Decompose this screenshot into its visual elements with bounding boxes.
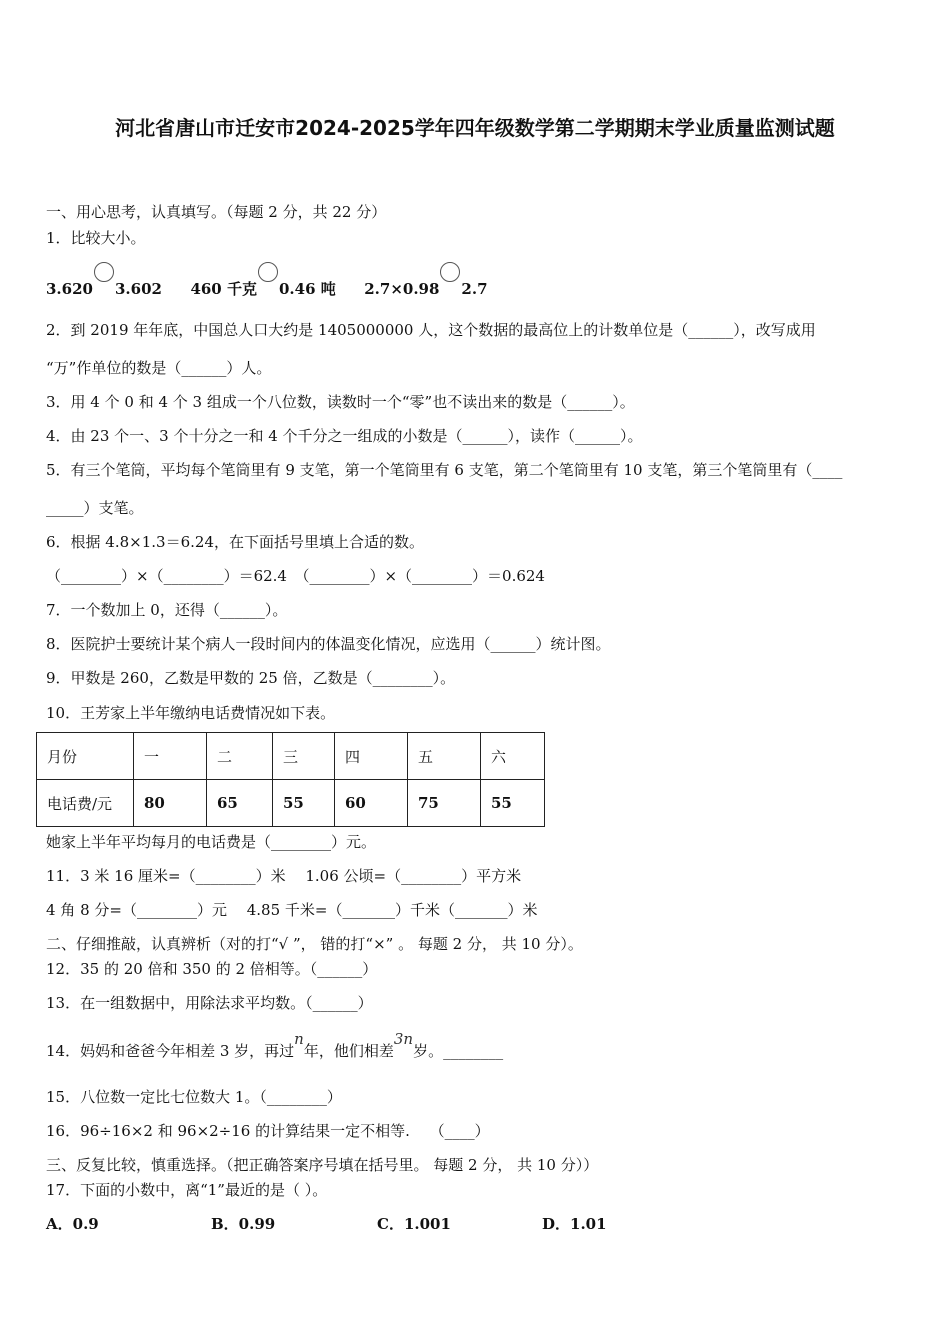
- question-14-text-c: 岁。________: [413, 1042, 504, 1060]
- page-title: 河北省唐山市迁安市2024-2025学年四年级数学第二学期期末学业质量监测试题: [115, 116, 835, 140]
- question-3: 3．用 4 个 0 和 4 个 3 组成一个八位数，读数时一个“零”也不读出来的数是（______）。: [46, 393, 635, 411]
- compare-circle-c[interactable]: [440, 262, 460, 282]
- table-cell: 月份: [37, 733, 134, 780]
- question-14: [46, 1030, 504, 1061]
- question-1-comparisons: [46, 274, 488, 299]
- option-b[interactable]: B．0.99: [211, 1215, 276, 1233]
- question-14-text-a: 14．妈妈和爸爸今年相差 3 岁，再过: [46, 1042, 295, 1060]
- question-16: 16．96÷16×2 和 96×2÷16 的计算结果一定不相等. （____）: [46, 1122, 490, 1140]
- question-11-line2: 4 角 8 分=（________）元 4.85 千米=（_______）千米（_______）米: [46, 901, 538, 919]
- question-13: 13．在一组数据中，用除法求平均数。（______）: [46, 994, 373, 1012]
- option-a[interactable]: A．0.9: [46, 1215, 99, 1233]
- question-6-line1: 6．根据 4.8×1.3＝6.24，在下面括号里填上合适的数。: [46, 533, 424, 551]
- question-5-line1: 5．有三个笔筒，平均每个笔筒里有 9 支笔，第一个笔筒里有 6 支笔，第二个笔筒里有 10 支笔，第三个笔筒里有（____: [46, 461, 843, 479]
- compare-c-left: 2.7×0.98: [364, 280, 440, 298]
- compare-circle-b[interactable]: [258, 262, 278, 282]
- section2-heading: 二、仔细推敲，认真辨析（对的打“√ ”， 错的打“×” 。 每题 2 分， 共 10 分）。: [46, 935, 583, 953]
- compare-circle-a[interactable]: [94, 262, 114, 282]
- table-cell: 电话费/元: [37, 780, 134, 827]
- table-cell: 一: [134, 733, 207, 780]
- table-cell: 六: [481, 733, 545, 780]
- question-10-followup: 她家上半年平均每月的电话费是（________）元。: [46, 833, 377, 851]
- question-6-line2: （________）×（________）＝62.4 （________）×（________）＝0.624: [46, 567, 545, 585]
- table-cell: 三: [273, 733, 335, 780]
- math-n: n: [294, 1030, 304, 1048]
- question-1: 1．比较大小。: [46, 229, 146, 247]
- question-8: 8．医院护士要统计某个病人一段时间内的体温变化情况，应选用（______）统计图。: [46, 635, 611, 653]
- question-10: 10．王芳家上半年缴纳电话费情况如下表。: [46, 704, 336, 722]
- question-15: 15．八位数一定比七位数大 1。（________）: [46, 1088, 342, 1106]
- table-row: [37, 780, 545, 827]
- question-2-line1: 2．到 2019 年年底，中国总人口大约是 1405000000 人，这个数据的最高位上的计数单位是（______），改写成用: [46, 321, 816, 339]
- table-cell: 80: [134, 780, 207, 827]
- phone-fee-table: [36, 732, 545, 827]
- table-cell: 四: [335, 733, 408, 780]
- compare-b-right: 0.46 吨: [278, 280, 336, 298]
- compare-c-right: 2.7: [461, 280, 488, 298]
- question-2-line2: “万”作单位的数是（______）人。: [46, 359, 272, 377]
- table-cell: 五: [408, 733, 481, 780]
- table-cell: 60: [335, 780, 408, 827]
- question-12: 12．35 的 20 倍和 350 的 2 倍相等。（______）: [46, 960, 378, 978]
- table-cell: 65: [207, 780, 273, 827]
- question-9: 9．甲数是 260，乙数是甲数的 25 倍，乙数是（________）。: [46, 669, 456, 687]
- section1-heading: 一、用心思考，认真填写。（每题 2 分，共 22 分）: [46, 203, 387, 221]
- question-7: 7．一个数加上 0，还得（______）。: [46, 601, 288, 619]
- table-cell: 二: [207, 733, 273, 780]
- question-17: 17．下面的小数中，离“1”最近的是（ ）。: [46, 1181, 328, 1199]
- table-cell: 55: [273, 780, 335, 827]
- table-header-row: [37, 733, 545, 780]
- compare-a-right: 3.602: [114, 280, 162, 298]
- compare-b-left: 460 千克: [190, 280, 257, 298]
- table-cell: 55: [481, 780, 545, 827]
- math-3n: 3n: [393, 1030, 414, 1048]
- option-d[interactable]: D．1.01: [542, 1215, 607, 1233]
- question-4: 4．由 23 个一、3 个十分之一和 4 个千分之一组成的小数是（______），读作（______）。: [46, 427, 643, 445]
- question-5-line2: _____）支笔。: [46, 499, 144, 517]
- option-c[interactable]: C．1.001: [377, 1215, 451, 1233]
- section3-heading: 三、反复比较，慎重选择。（把正确答案序号填在括号里。 每题 2 分， 共 10 分））: [46, 1156, 599, 1174]
- compare-a-left: 3.620: [46, 280, 93, 298]
- question-11-line1: 11．3 米 16 厘米=（________）米 1.06 公顷=（________）平方米: [46, 867, 522, 885]
- table-cell: 75: [408, 780, 481, 827]
- question-14-text-b: 年，他们相差: [303, 1042, 394, 1060]
